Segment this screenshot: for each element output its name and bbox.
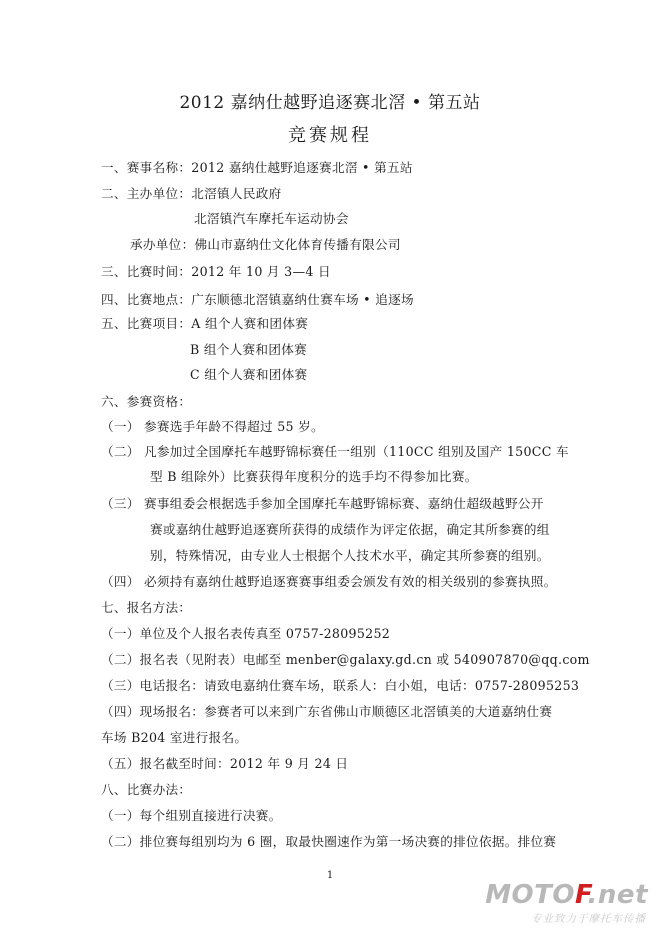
section-competition-method: 八、比赛办法： xyxy=(101,782,192,797)
registration-5: （五）报名截至时间：2012 年 9 月 24 日 xyxy=(101,756,349,771)
section-registration: 七、报名方法： xyxy=(101,600,192,615)
registration-4-cont: 车场 B204 室进行报名。 xyxy=(101,730,248,745)
eligibility-2-cont: 型 B 组除外）比赛获得年度积分的选手均不得参加比赛。 xyxy=(150,469,478,484)
method-2: （二）排位赛每组别均为 6 圈，取最快圈速作为第一场决赛的排位依据。排位赛 xyxy=(101,834,557,849)
item-event-venue: 四、比赛地点：广东顺德北滘镇嘉纳仕赛车场 • 追逐场 xyxy=(101,292,414,307)
item-event-category-a: 五、比赛项目：A 组个人赛和团体赛 xyxy=(101,316,309,331)
watermark-brand xyxy=(485,880,648,910)
watermark-brand-part2: F xyxy=(575,880,588,910)
item-event-category-b: B 组个人赛和团体赛 xyxy=(190,342,308,357)
eligibility-3: （三） 赛事组委会根据选手参加全国摩托车越野锦标赛、嘉纳仕超级越野公开 xyxy=(101,496,544,511)
registration-3: （三）电话报名：请致电嘉纳仕赛车场，联系人：白小姐，电话：0757-28095253 xyxy=(101,678,580,693)
eligibility-1: （一） 参赛选手年龄不得超过 55 岁。 xyxy=(101,419,324,434)
watermark-brand-part3: .net xyxy=(587,880,648,910)
registration-4: （四）现场报名：参赛者可以来到广东省佛山市顺德区北滘镇美的大道嘉纳仕赛 xyxy=(101,704,553,719)
eligibility-3-cont-2: 别，特殊情况，由专业人士根据个人技术水平，确定其所参赛的组别。 xyxy=(150,548,550,563)
watermark-brand-part1: MOTO xyxy=(485,880,576,910)
section-eligibility: 六、参赛资格： xyxy=(101,394,192,409)
registration-1: （一）单位及个人报名表传真至 0757-28095252 xyxy=(101,626,391,641)
eligibility-4: （四） 必须持有嘉纳仕越野追逐赛赛事组委会颁发有效的相关级别的参赛执照。 xyxy=(101,574,557,589)
item-event-category-c: C 组个人赛和团体赛 xyxy=(190,367,308,382)
registration-2: （二）报名表（见附表）电邮至 menber@galaxy.gd.cn 或 540907870@qq.com xyxy=(101,652,590,667)
document-title: 2012 嘉纳仕越野追逐赛北滘 • 第五站 xyxy=(179,93,481,113)
eligibility-2: （二） 凡参加过全国摩托车越野锦标赛任一组别（110CC 组别及国产 150CC 车 xyxy=(101,444,569,459)
item-event-name: 一、赛事名称：2012 嘉纳仕越野追逐赛北滘 • 第五站 xyxy=(101,160,413,175)
item-organizer: 二、主办单位：北滘镇人民政府 xyxy=(101,186,282,201)
watermark-tagline: 专业致力于摩托车传播 xyxy=(531,913,646,925)
page-number: 1 xyxy=(326,870,334,881)
document-subtitle: 竞赛规程 xyxy=(288,125,372,146)
item-co-organizer: 承办单位：佛山市嘉纳仕文化体育传播有限公司 xyxy=(130,237,401,252)
watermark-logo xyxy=(476,880,652,930)
item-organizer-2: 北滘镇汽车摩托车运动协会 xyxy=(194,211,349,226)
item-event-time: 三、比赛时间：2012 年 10 月 3—4 日 xyxy=(101,264,331,279)
eligibility-3-cont-1: 赛或嘉纳仕越野追逐赛所获得的成绩作为评定依据，确定其所参赛的组 xyxy=(150,522,550,537)
method-1: （一）每个组别直接进行决赛。 xyxy=(101,808,282,823)
